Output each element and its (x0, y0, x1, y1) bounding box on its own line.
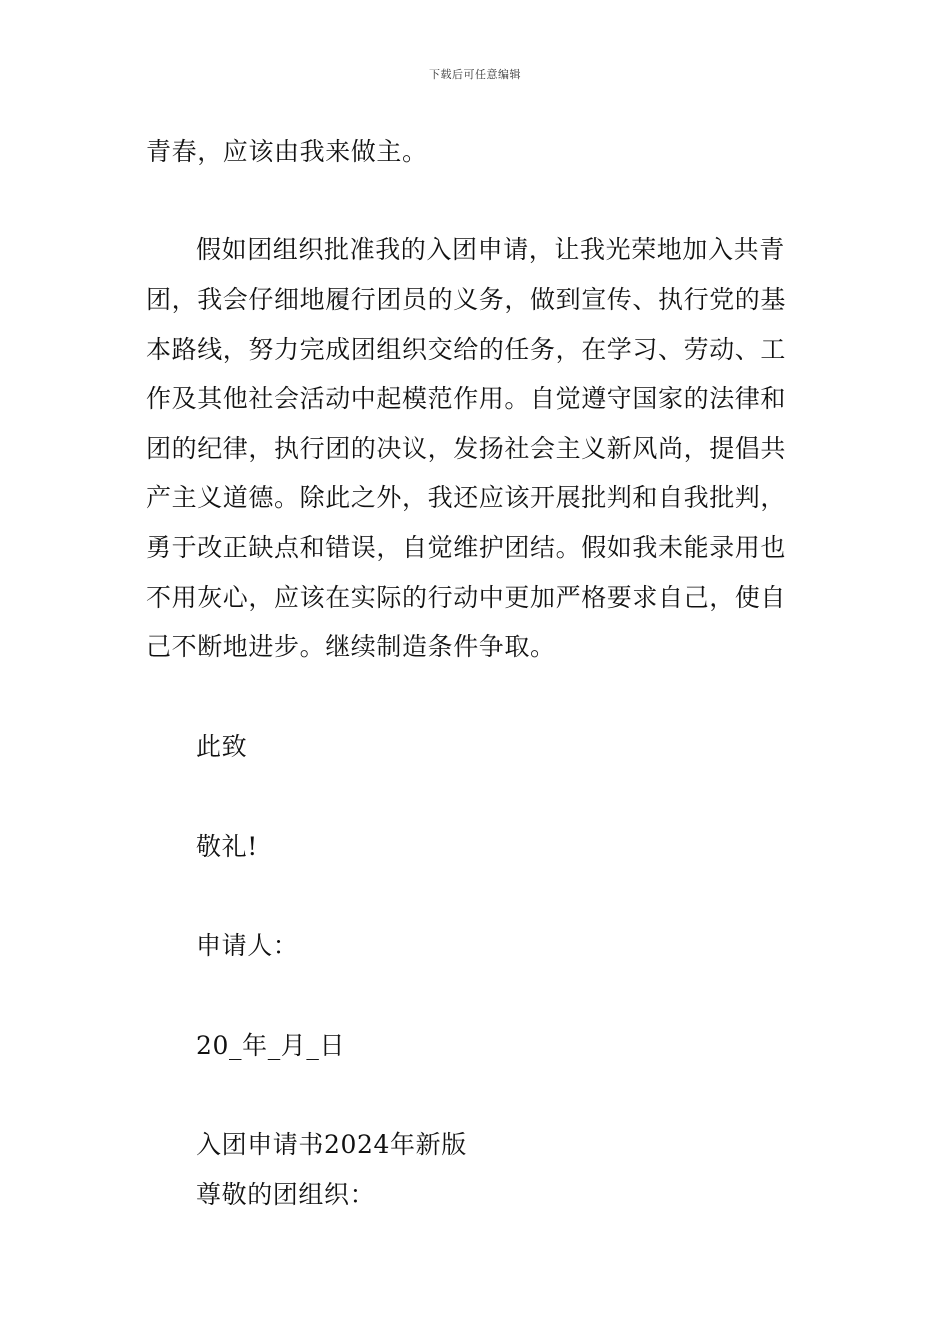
date-line: 20_年_月_日 (196, 1031, 346, 1060)
paragraph-line: 不用灰心，应该在实际的行动中更加严格要求自己，使自 (146, 583, 787, 612)
next-section-title: 入团申请书2024年新版 (196, 1130, 467, 1159)
paragraph-line: 团的纪律，执行团的决议，发扬社会主义新风尚，提倡共 (146, 434, 787, 463)
paragraph-line: 团，我会仔细地履行团员的义务，做到宣传、执行党的基 (146, 285, 787, 314)
paragraph-line: 青春，应该由我来做主。 (146, 137, 428, 166)
paragraph-line: 假如团组织批准我的入团申请，让我光荣地加入共青 (196, 235, 785, 264)
next-section-greeting: 尊敬的团组织： (196, 1180, 376, 1209)
applicant-label: 申请人： (196, 931, 299, 960)
paragraph-line: 作及其他社会活动中起模范作用。自觉遵守国家的法律和 (146, 384, 787, 413)
paragraph-line: 本路线，努力完成团组织交给的任务，在学习、劳动、工 (146, 335, 787, 364)
paragraph-line: 产主义道德。除此之外，我还应该开展批判和自我批判， (146, 483, 787, 512)
page-header: 下载后可任意编辑 (429, 68, 521, 81)
salute-text: 敬礼! (196, 832, 258, 861)
paragraph-line: 己不断地进步。继续制造条件争取。 (146, 632, 556, 661)
closing-text: 此致 (196, 732, 248, 761)
paragraph-line: 勇于改正缺点和错误，自觉维护团结。假如我未能录用也 (146, 533, 787, 562)
